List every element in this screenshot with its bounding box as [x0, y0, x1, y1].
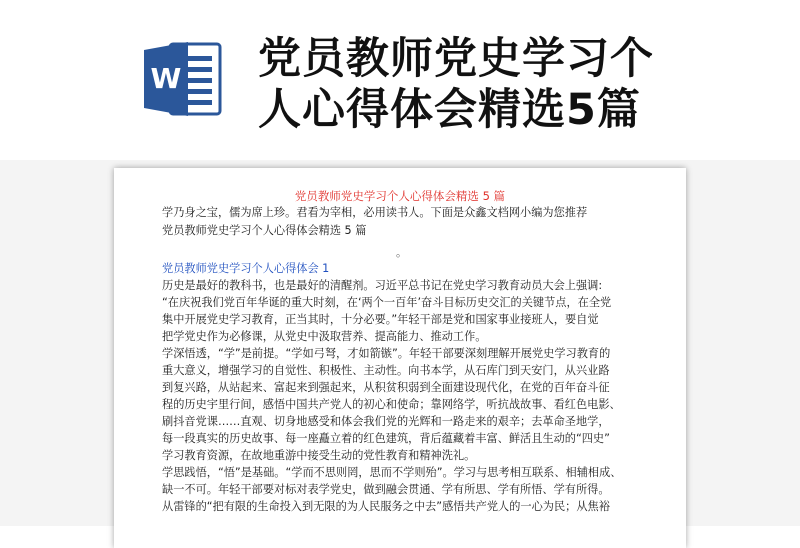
page-title-line-2: 人心得体会精选5篇: [258, 85, 641, 135]
body-line: 重大意义，增强学习的自觉性、积极性、主动性。向书本学，从石库门到天安门，从兴业路: [162, 364, 610, 377]
intro-line: 学乃身之宝，儒为席上珍。君看为宰相，必用读书人。下面是众鑫文档网小编为您推荐: [162, 206, 588, 219]
page-title: [258, 34, 778, 136]
document-title: 党员教师党史学习个人心得体会精选 5 篇: [294, 189, 506, 203]
body-line: 刷抖音党课……直观、切身地感受和体会我们党的光辉和一路走来的艰辛；去革命圣地学，: [162, 415, 610, 428]
body-line: “在庆祝我们党百年华诞的重大时刻，在‘两个一百年’奋斗目标历史交汇的关键节点，在全党: [162, 296, 612, 309]
body-line: 程的历史宇里行间，感悟中国共产党人的初心和使命；靠网络学，听抗战故事、看红色电影、: [162, 398, 621, 411]
body-line: 历史是最好的教科书，也是最好的清醒剂。习近平总书记在党史学习教育动员大会上强调:: [162, 279, 603, 292]
body-line: 学思践悟，“悟”是基础。“学而不思则罔，思而不学则殆”。学习与思考相互联系、相辅相成、: [162, 466, 622, 479]
page-title-line-1: 党员教师党史学习个: [258, 34, 654, 84]
document-page: [114, 168, 686, 548]
body-line: 学习教育资源，在故地重游中接受生动的党性教育和精神洗礼。: [162, 449, 476, 462]
header-banner: [0, 0, 800, 160]
word-document-icon: [142, 38, 224, 120]
intro-line: 党员教师党史学习个人心得体会精选 5 篇: [162, 224, 367, 237]
word-icon-letter: W: [150, 62, 182, 95]
section-heading: 党员教师党史学习个人心得体会 1: [162, 262, 330, 275]
separator-dot: 。: [396, 246, 407, 259]
body-line: 学深悟透，“学”是前提。“学如弓弩，才如箭镞”。年轻干部要深刻理解开展党史学习教育的: [162, 347, 611, 360]
body-line: 集中开展党史学习教育，正当其时，十分必要。”年轻干部是党和国家事业接班人，要自觉: [162, 313, 599, 326]
body-line: 把学党史作为必修课，从党史中汲取营养、提高能力、推动工作。: [162, 330, 487, 343]
body-line: 每一段真实的历史故事、每一座矗立着的红色建筑，背后蕴藏着丰富、鲜活且生动的“四史”: [162, 432, 610, 445]
body-line: 到复兴路，从站起来、富起来到强起来，从积贫积弱到全面建设现代化，在党的百年奋斗征: [162, 381, 610, 394]
body-line: 缺一不可。年轻干部要对标对表学党史，做到融会贯通、学有所思、学有所悟、学有所得。: [162, 483, 610, 496]
body-line: 从雷锋的“把有限的生命投入到无限的为人民服务之中去”感悟共产党人的一心为民；从焦裕: [162, 500, 610, 513]
